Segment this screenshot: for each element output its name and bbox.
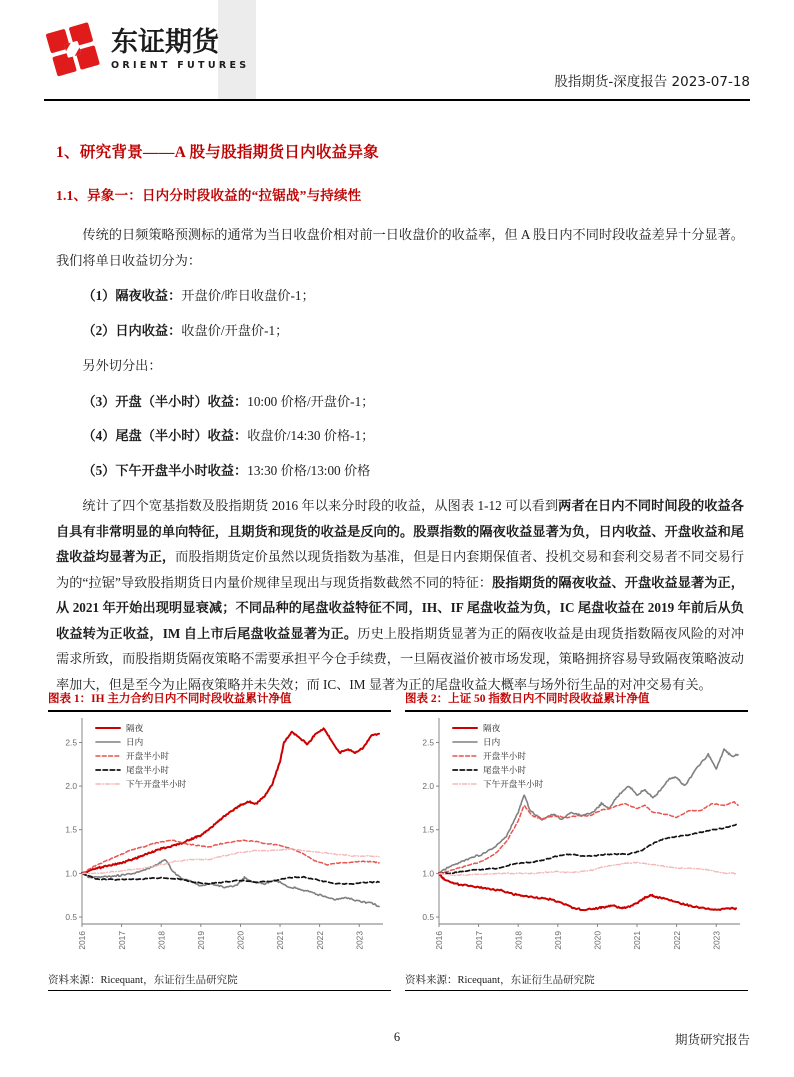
series-line: [439, 824, 736, 873]
logo-english-name: ORIENT FUTURES: [111, 60, 250, 72]
series-line: [82, 859, 379, 906]
figure-2: [405, 690, 748, 991]
svg-text:2020: 2020: [235, 930, 246, 950]
list-item-4-text: 收盘价/14:30 价格-1；: [247, 428, 375, 444]
section-heading-1-1: 1.1、异象一：日内分时段收益的“拉锯战”与持续性: [56, 188, 362, 203]
main-content: [56, 140, 744, 697]
legend-label: 日内: [483, 736, 501, 747]
header-divider: [44, 99, 750, 101]
svg-text:2023: 2023: [711, 930, 722, 950]
list-item-3-text: 10:00 价格/开盘价-1；: [247, 394, 375, 410]
figure-2-source: 资料来源：Ricequant，东证衍生品研究院: [405, 974, 595, 986]
figure-1: [48, 690, 391, 991]
list-item-5-label: （5）下午开盘半小时收益：: [82, 462, 248, 478]
svg-text:2023: 2023: [354, 930, 365, 950]
svg-text:2017: 2017: [116, 930, 127, 950]
svg-text:1.0: 1.0: [422, 867, 434, 878]
paragraph-analysis: [56, 493, 744, 697]
paragraph-additional-split: 另外切分出：: [82, 358, 162, 374]
analysis-part-a: 统计了四个宽基指数及股指期货 2016 年以来分时段的收益，从图表 1-12 可以看到: [82, 498, 559, 514]
series-line: [82, 840, 379, 873]
svg-text:1.5: 1.5: [65, 824, 77, 835]
svg-text:2022: 2022: [671, 930, 682, 950]
figure-1-title: 图表 1：IH 主力合约日内不同时段收益累计净值: [48, 693, 292, 705]
figure-1-bottom-rule: [48, 990, 391, 991]
svg-text:2.0: 2.0: [65, 780, 77, 791]
legend-label: 尾盘半小时: [483, 764, 526, 775]
list-item-5: [56, 459, 744, 483]
legend-label: 日内: [126, 736, 144, 747]
footer-label: 期货研究报告: [674, 1033, 750, 1047]
legend-label: 下午开盘半小时: [126, 778, 187, 789]
header-report-label: 股指期货-深度报告 2023-07-18: [554, 74, 750, 90]
page-header: [0, 0, 794, 102]
list-item-2-label: （2）日内收益：: [82, 322, 182, 338]
svg-text:2020: 2020: [592, 930, 603, 950]
list-item-2: [56, 319, 744, 343]
legend-label: 尾盘半小时: [126, 764, 169, 775]
logo-chinese-name: 东证期货: [111, 26, 219, 58]
logo-wordmark: [111, 26, 250, 72]
list-item-1-text: 开盘价/昨日收盘价-1；: [181, 288, 315, 304]
series-line: [439, 873, 736, 910]
list-item-4: [56, 424, 744, 448]
legend-label: 下午开盘半小时: [483, 778, 544, 789]
svg-text:2.5: 2.5: [65, 737, 77, 748]
analysis-part-d: 股指期货的隔夜收益、开盘收益显著为正，从 2021 年开始出现明显衰减；不同品种的尾盘收益特征不同，IH、IF 尾盘收益为负，IC 尾盘收益在 2019 年前后从负收益转为正收益，IM 自上市后尾盘收益显著为正。: [56, 574, 744, 641]
section-heading-1: 1、研究背景——A 股与股指期货日内收益异象: [56, 144, 380, 161]
list-item-3-label: （3）开盘（半小时）收益：: [82, 394, 248, 410]
figure-2-title: 图表 2：上证 50 指数日内不同时段收益累计净值: [405, 693, 650, 705]
list-item-1-label: （1）隔夜收益：: [82, 288, 182, 304]
svg-text:1.5: 1.5: [422, 824, 434, 835]
legend-label: 开盘半小时: [126, 750, 169, 761]
legend-label: 隔夜: [126, 722, 144, 733]
paragraph-intro: 传统的日频策略预测标的通常为当日收盘价相对前一日收盘价的收益率，但 A 股日内不同时段收益差异十分显著。我们将单日收益切分为：: [56, 227, 744, 268]
svg-text:2022: 2022: [314, 930, 325, 950]
svg-text:2021: 2021: [632, 930, 643, 950]
company-logo: [46, 22, 249, 78]
list-item-3: [56, 390, 744, 414]
diamond-logo-icon: [46, 22, 102, 78]
list-item-1: [56, 284, 744, 308]
page-footer: [0, 1030, 794, 1054]
analysis-part-b: 两者在日内不同时间段的收益各自具有非常明显的单向特征，且期货和现货的收益是反向的。股票指数的隔夜收益显著为负，日内收益、开盘收益和尾盘收益均显著为正，: [56, 498, 744, 565]
svg-text:0.5: 0.5: [65, 911, 77, 922]
list-item-4-label: （4）尾盘（半小时）收益：: [82, 428, 248, 444]
page-number: 6: [393, 1030, 401, 1044]
svg-text:2.5: 2.5: [422, 737, 434, 748]
svg-text:1.0: 1.0: [65, 867, 77, 878]
svg-text:2.0: 2.0: [422, 780, 434, 791]
list-item-2-text: 收盘价/开盘价-1；: [181, 322, 289, 338]
svg-text:2019: 2019: [196, 930, 207, 950]
svg-text:2016: 2016: [434, 930, 445, 950]
svg-text:0.5: 0.5: [422, 911, 434, 922]
svg-text:2017: 2017: [473, 930, 484, 950]
svg-text:2016: 2016: [77, 930, 88, 950]
figure-1-source: 资料来源：Ricequant，东证衍生品研究院: [48, 974, 238, 986]
figure-2-bottom-rule: [405, 990, 748, 991]
figure-1-plot: [48, 712, 391, 970]
svg-text:2019: 2019: [553, 930, 564, 950]
svg-text:2018: 2018: [513, 930, 524, 950]
figures-row: [48, 690, 748, 991]
list-item-5-text: 13:30 价格/13:00 价格: [247, 462, 371, 478]
analysis-part-e: 历史上股指期货显著为正的隔夜收益是由现货指数隔夜风险的对冲需求所致，而股指期货隔夜策略不需要承担平今仓手续费，一旦隔夜溢价被市场发现，策略拥挤容易导致隔夜策略波动率加大，但是至今为止隔夜策略并未失效；而 IC、IM 显著为正的尾盘收益大概率与场外衍生品的对冲交易有关。: [56, 625, 745, 692]
figure-2-plot: [405, 712, 748, 970]
series-line: [439, 801, 738, 873]
analysis-part-c: 而股指期货定价虽然以现货指数为基准，但是日内套期保值者、投机交易和套利交易者不同交易行为的“拉锯”导致股指期货日内量价规律呈现出与现货指数截然不同的特征：: [56, 549, 745, 590]
legend-label: 开盘半小时: [483, 750, 526, 761]
legend-label: 隔夜: [483, 722, 501, 733]
svg-text:2018: 2018: [156, 930, 167, 950]
svg-text:2021: 2021: [275, 930, 286, 950]
